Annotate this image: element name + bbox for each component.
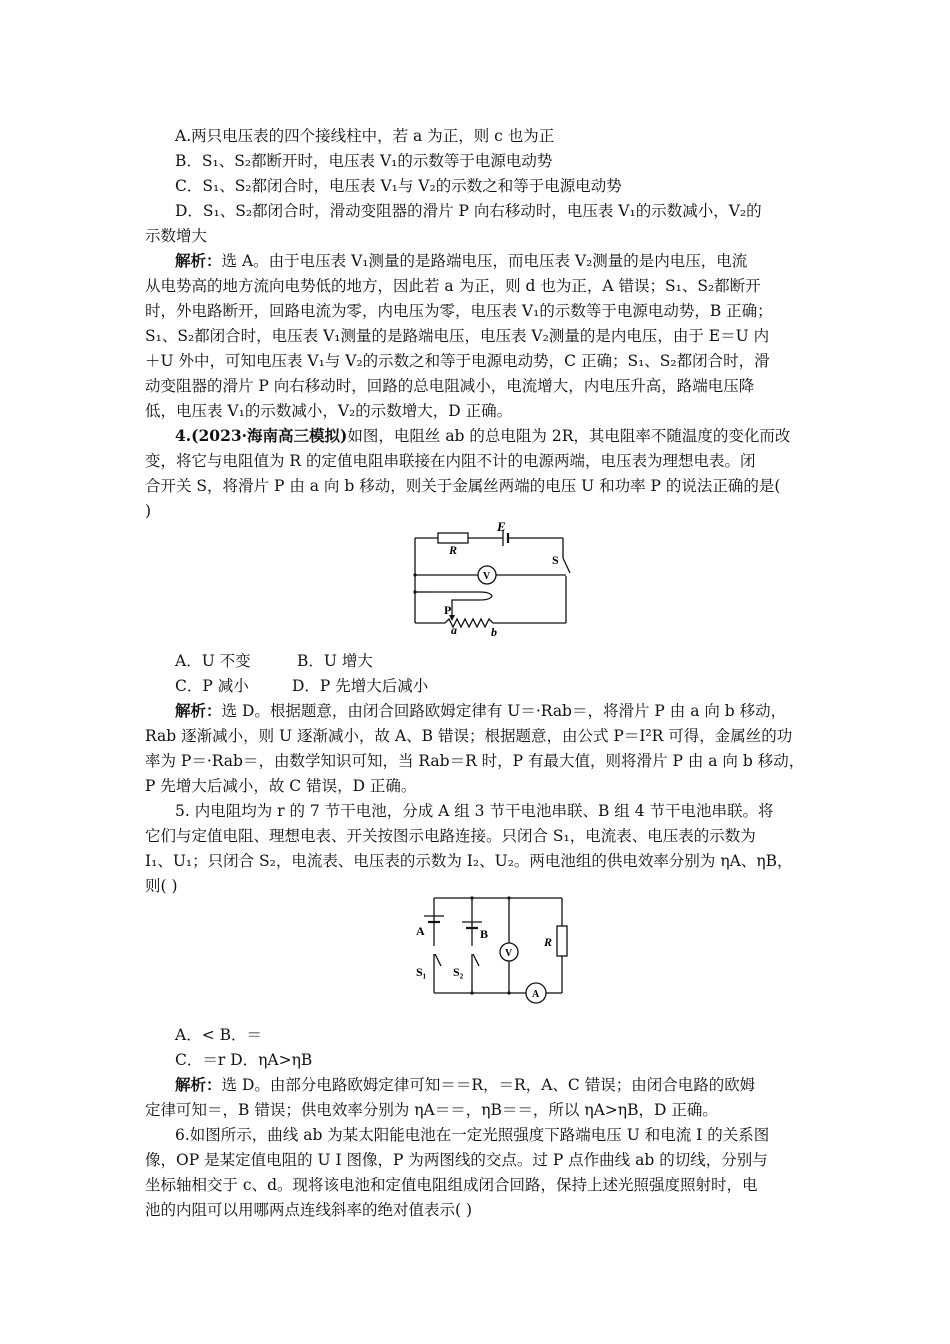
q5-analysis-line — [175, 1074, 755, 1096]
analysis-label: 解析： — [175, 251, 222, 270]
q4-analysis-line: Rab 逐渐减小，则 U 逐渐减小，故 A、B 错误；根据题意，由公式 P＝I²R 可得，金属丝的功 — [145, 727, 793, 745]
slider-wire — [430, 592, 492, 615]
analysis-text: 选 D。由部分电路欧姆定律可知＝＝R，＝R，A、C 错误；由闭合电路的欧姆 — [221, 1076, 756, 1094]
label-group-a: A — [416, 924, 425, 938]
q4-analysis-line: P 先增大后减小，故 C 错误，D 正确。 — [145, 777, 417, 795]
q4-option-b: B．U 增大 — [297, 652, 373, 670]
switch-s1 — [434, 952, 441, 966]
label-b: b — [491, 625, 497, 639]
analysis-label: 解析： — [175, 1075, 222, 1094]
q4-stem-line: 变，将它与电阻值为 R 的定值电阻串联接在内阻不计的电源两端，电压表为理想电表。闭 — [145, 452, 756, 470]
q3-analysis-line: 动变阻器的滑片 P 向右移动时，回路的总电阻减小，电流增大，内电压升高，路端电压降 — [145, 377, 755, 395]
q6-stem-line: 6.如图所示，曲线 ab 为某太阳能电池在一定光照强度下路端电压 U 和电流 I 的关系图 — [175, 1126, 770, 1144]
q5-options-row: A．< B．＝ — [175, 1026, 262, 1044]
label-s2: S₂ — [453, 965, 464, 979]
q3-analysis-line: S₁、S₂都闭合时，电压表 V₁测量的是路端电压，电压表 V₂测量的是内电压，由于 E＝U 内 — [145, 327, 770, 345]
q3-option-d-cont: 示数增大 — [145, 227, 208, 245]
analysis-label: 解析： — [175, 701, 222, 720]
analysis-text: 选 D。根据题意，由闭合回路欧姆定律有 U＝·Rab＝，将滑片 P 由 a 向 b 移动， — [221, 702, 787, 720]
q3-analysis-line — [175, 250, 747, 272]
label-group-b: B — [480, 927, 489, 941]
label-p: P — [444, 603, 452, 617]
q3-analysis-line: 从电势高的地方流向电势低的地方，因此若 a 为正，则 d 也为正，A 错误；S₁、S₂都断开 — [145, 277, 761, 295]
q5-stem-line: 5. 内电阻均为 r 的 7 节干电池，分成 A 组 3 节干电池串联、B 组 4 节干电池串联。将 — [175, 802, 774, 820]
q3-analysis-line: 时，外电路断开，回路电流为零，内电压为零，电压表 V₁的示数等于电源电动势，B 正确； — [145, 302, 773, 320]
q3-analysis-line: 低，电压表 V₁的示数减小，V₂的示数增大，D 正确。 — [145, 402, 513, 420]
q3-option-c: C．S₁、S₂都闭合时，电压表 V₁与 V₂的示数之和等于电源电动势 — [175, 177, 622, 195]
q3-analysis-line: ＋U 外中，可知电压表 V₁与 V₂的示数之和等于电源电动势，C 正确；S₁、S₂都闭合时，滑 — [145, 352, 770, 370]
resistor-r — [557, 926, 567, 956]
q6-stem-line: 池的内阻可以用哪两点连线斜率的绝对值表示( ) — [145, 1201, 473, 1219]
q5-stem-line: I₁、U₁；只闭合 S₂，电流表、电压表的示数为 I₂、U₂。两电池组的供电效率分别为 ηA、ηB， — [145, 852, 793, 870]
q4-source: 4.(2023·海南高三模拟) — [175, 426, 348, 445]
label-v: V — [505, 948, 513, 959]
q3-option-d: D．S₁、S₂都闭合时，滑动变阻器的滑片 P 向右移动时，电压表 V₁的示数减小，V₂的 — [175, 202, 762, 220]
resistor-r — [438, 533, 468, 543]
q5-options-row: C．＝r D．ηA>ηB — [175, 1051, 313, 1069]
q4-option-a: A．U 不变 — [175, 652, 251, 670]
q3-option-a: A.两只电压表的四个接线柱中，若 a 为正，则 c 也为正 — [175, 127, 555, 145]
q5-analysis-line: 定律可知＝，B 错误；供电效率分别为 ηA＝＝，ηB＝＝，所以 ηA>ηB，D 正确。 — [145, 1101, 718, 1119]
switch-s — [563, 558, 570, 573]
q3-option-b: B．S₁、S₂都断开时，电压表 V₁的示数等于电源电动势 — [175, 152, 553, 170]
q4-option-d: D．P 先增大后减小 — [292, 677, 429, 695]
label-a: a — [451, 623, 457, 637]
q4-option-c: C．P 减小 — [175, 677, 249, 695]
label-e: E — [497, 520, 506, 534]
label-ammeter: A — [532, 989, 540, 1000]
q4-stem-text: 如图，电阻丝 ab 的总电阻为 2R，其电阻率不随温度的变化而改 — [347, 427, 791, 445]
label-v: V — [483, 571, 491, 582]
q5-stem-line: 则( ) — [145, 877, 178, 895]
label-r: R — [449, 543, 458, 557]
q4-stem-line: 合开关 S，将滑片 P 由 a 向 b 移动，则关于金属丝两端的电压 U 和功率 P 的说法正确的是( — [145, 477, 781, 495]
label-r: R — [544, 935, 553, 949]
q4-circuit-diagram — [400, 520, 590, 640]
q4-analysis-line — [175, 700, 786, 722]
q4-stem-line — [175, 425, 790, 447]
label-s: S — [552, 553, 559, 567]
q4-stem-line: ) — [145, 502, 152, 520]
analysis-text: 选 A。由于电压表 V₁测量的是路端电压，而电压表 V₂测量的是内电压，电流 — [221, 252, 748, 270]
q6-stem-line: 坐标轴相交于 c、d。现将该电池和定值电阻组成闭合回路，保持上述光照强度照射时，电 — [145, 1176, 758, 1194]
q4-analysis-line: 率为 P＝·Rab＝，由数学知识可知，当 Rab＝R 时，P 有最大值，则将滑片 P 由 a 向 b 移动， — [145, 752, 805, 770]
switch-s2 — [472, 952, 479, 966]
q5-stem-line: 它们与定值电阻、理想电表、开关按图示电路连接。只闭合 S₁，电流表、电压表的示数为 — [145, 827, 756, 845]
q5-circuit-diagram — [412, 890, 582, 1008]
q6-stem-line: 像，OP 是某定值电阻的 U I 图像，P 为两图线的交点。过 P 点作曲线 ab 的切线，分别与 — [145, 1151, 768, 1169]
label-s1: S₁ — [416, 965, 427, 979]
